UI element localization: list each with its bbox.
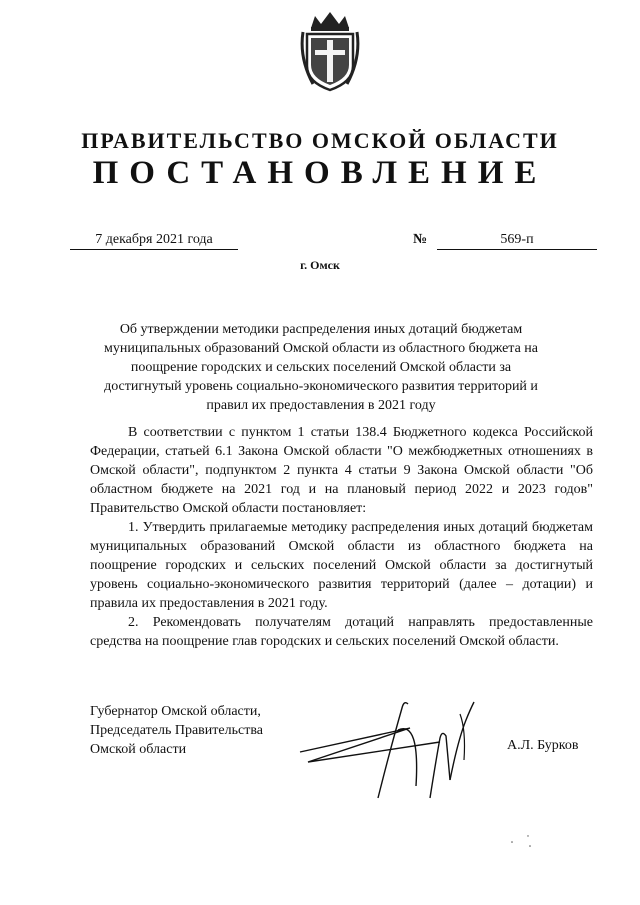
omsk-coat-of-arms-icon bbox=[299, 10, 361, 92]
signer-title-line-2: Председатель Правительства bbox=[90, 723, 263, 738]
item-2-paragraph: 2. Рекомендовать получателям дотаций направлять предоставленные средства на поощрение глав городских и сельских поселений Омской области. bbox=[90, 615, 593, 649]
number-sign: № bbox=[413, 232, 428, 247]
document-number: 569-п bbox=[437, 232, 597, 250]
document-subject: Об утверждении методики распределения иных дотаций бюджетам муниципальных образований Омской области из областного бюджета на поощрение городских и сельских поселений Омской области за достигнутый уровень социально-экономического развития территорий и правил их предоставления в 2021 году bbox=[103, 322, 538, 413]
document-type: ПОСТАНОВЛЕНИЕ bbox=[92, 155, 548, 191]
signer-name: А.Л. Бурков bbox=[507, 738, 579, 753]
government-title: ПРАВИТЕЛЬСТВО ОМСКОЙ ОБЛАСТИ bbox=[81, 128, 559, 153]
signer-title bbox=[90, 702, 263, 759]
item-1-paragraph: 1. Утвердить прилагаемые методику распределения иных дотаций бюджетам муниципальных образований Омской области из областного бюджета на поощрение городских и сельских поселений Омской области за достигнутый уровень социально-экономического развития территорий (далее – дотации) и правила их предоставления в 2021 году. bbox=[90, 520, 593, 611]
preamble-paragraph: В соответствии с пунктом 1 статьи 138.4 Бюджетного кодекса Российской Федерации, статьей 6.1 Закона Омской области "О межбюджетных отношениях в Омской области", подпунктом 2 пункта 4 статьи 9 Закона Омской области "Об областном бюджете на 2021 год и на плановый период 2022 и 2023 годов" Правительство Омской области постановляет: bbox=[90, 425, 593, 516]
signer-title-line-3: Омской области bbox=[90, 742, 187, 757]
document-place: г. Омск bbox=[300, 258, 340, 272]
signer-title-line-1: Губернатор Омской области, bbox=[90, 704, 261, 719]
document-body bbox=[90, 423, 593, 651]
document-date: 7 декабря 2021 года bbox=[70, 232, 238, 250]
handwritten-signature-icon bbox=[290, 690, 500, 805]
stray-marks bbox=[508, 830, 538, 850]
